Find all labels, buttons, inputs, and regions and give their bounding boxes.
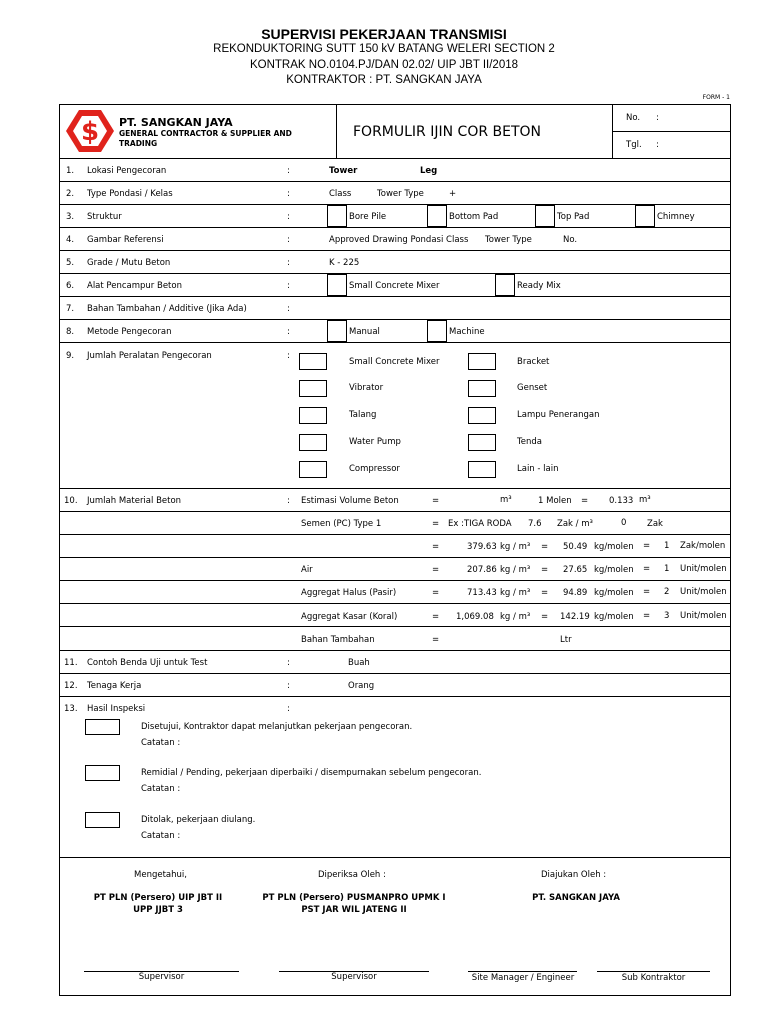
label-type-pondasi: Type Pondasi / Kelas xyxy=(87,189,173,199)
label-bahan: Bahan Tambahan / Additive (Jika Ada) xyxy=(87,304,247,314)
checkbox-small-mixer[interactable] xyxy=(327,274,347,296)
label-peralatan: Jumlah Peralatan Pengecoran xyxy=(87,351,212,361)
qty-compressor[interactable] xyxy=(299,461,327,478)
company-tagline-2: TRADING xyxy=(119,139,158,148)
contract-number: KONTRAK NO.0104.PJ/DAN 02.02/ UIP JBT II/2018 xyxy=(249,59,519,71)
label-lokasi: Lokasi Pengecoran xyxy=(87,166,167,176)
signature-supervisor-2: Supervisor xyxy=(331,972,377,982)
contractor-name: KONTRAKTOR : PT. SANGKAN JAYA xyxy=(286,74,482,86)
checkbox-chimney[interactable] xyxy=(635,205,655,227)
tower-label: Tower xyxy=(329,166,358,176)
company-logo-icon xyxy=(64,108,116,154)
qty-lampu[interactable] xyxy=(468,407,496,424)
qty-lain-lain[interactable] xyxy=(468,461,496,478)
qty-genset[interactable] xyxy=(468,380,496,397)
tgl-label: Tgl. xyxy=(626,140,642,150)
no-label: No. xyxy=(626,113,641,123)
signature-sub-kontraktor: Sub Kontraktor xyxy=(621,973,686,983)
qty-small-mixer[interactable] xyxy=(299,353,327,370)
qty-vibrator[interactable] xyxy=(299,380,327,397)
signature-supervisor-1: Supervisor xyxy=(138,972,185,982)
qty-water-pump[interactable] xyxy=(299,434,327,451)
label-struktur: Struktur xyxy=(87,212,122,222)
qty-tenda[interactable] xyxy=(468,434,496,451)
form-code: FORM - 1 xyxy=(702,94,730,101)
checkbox-bottom-pad[interactable] xyxy=(427,205,447,227)
checkbox-bore-pile[interactable] xyxy=(327,205,347,227)
checkbox-machine[interactable] xyxy=(427,320,447,342)
project-name: REKONDUKTORING SUTT 150 kV BATANG WELERI SECTION 2 xyxy=(213,43,555,55)
org-pln-uip: PT PLN (Persero) UIP JBT II xyxy=(93,893,223,903)
qty-bracket[interactable] xyxy=(468,353,496,370)
qty-talang[interactable] xyxy=(299,407,327,424)
label-tenaga: Tenaga Kerja xyxy=(87,681,142,691)
checkbox-top-pad[interactable] xyxy=(535,205,555,227)
checkbox-disetujui[interactable] xyxy=(85,719,120,735)
signature-site-manager: Site Manager / Engineer xyxy=(471,973,575,983)
label-hasil: Hasil Inspeksi xyxy=(87,704,146,714)
label-material: Jumlah Material Beton xyxy=(87,496,182,506)
company-tagline: GENERAL CONTRACTOR & SUPPLIER AND xyxy=(119,129,292,138)
document-title: SUPERVISI PEKERJAAN TRANSMISI xyxy=(261,26,507,42)
mengetahui-label: Mengetahui, xyxy=(134,870,187,880)
checkbox-remidial[interactable] xyxy=(85,765,120,781)
checkbox-manual[interactable] xyxy=(327,320,347,342)
label-contoh: Contoh Benda Uji untuk Test xyxy=(87,658,208,668)
form-title: FORMULIR IJIN COR BETON xyxy=(353,124,542,140)
label-alat: Alat Pencampur Beton xyxy=(87,281,182,291)
svg-text:$: $ xyxy=(80,117,100,147)
checkbox-ditolak[interactable] xyxy=(85,812,120,828)
label-metode: Metode Pengecoran xyxy=(87,327,172,337)
grade-value: K - 225 xyxy=(329,258,360,268)
company-name: PT. SANGKAN JAYA xyxy=(119,116,233,129)
label-gambar: Gambar Referensi xyxy=(87,235,164,245)
org-pln-pusmanpro: PT PLN (Persero) PUSMANPRO UPMK I xyxy=(262,893,446,903)
label-grade: Grade / Mutu Beton xyxy=(87,258,171,268)
org-sangkan: PT. SANGKAN JAYA xyxy=(532,893,620,903)
diajukan-label: Diajukan Oleh : xyxy=(541,870,607,880)
leg-label: Leg xyxy=(420,166,438,176)
diperiksa-label: Diperiksa Oleh : xyxy=(318,870,386,880)
divider xyxy=(59,158,731,159)
checkbox-ready-mix[interactable] xyxy=(495,274,515,296)
